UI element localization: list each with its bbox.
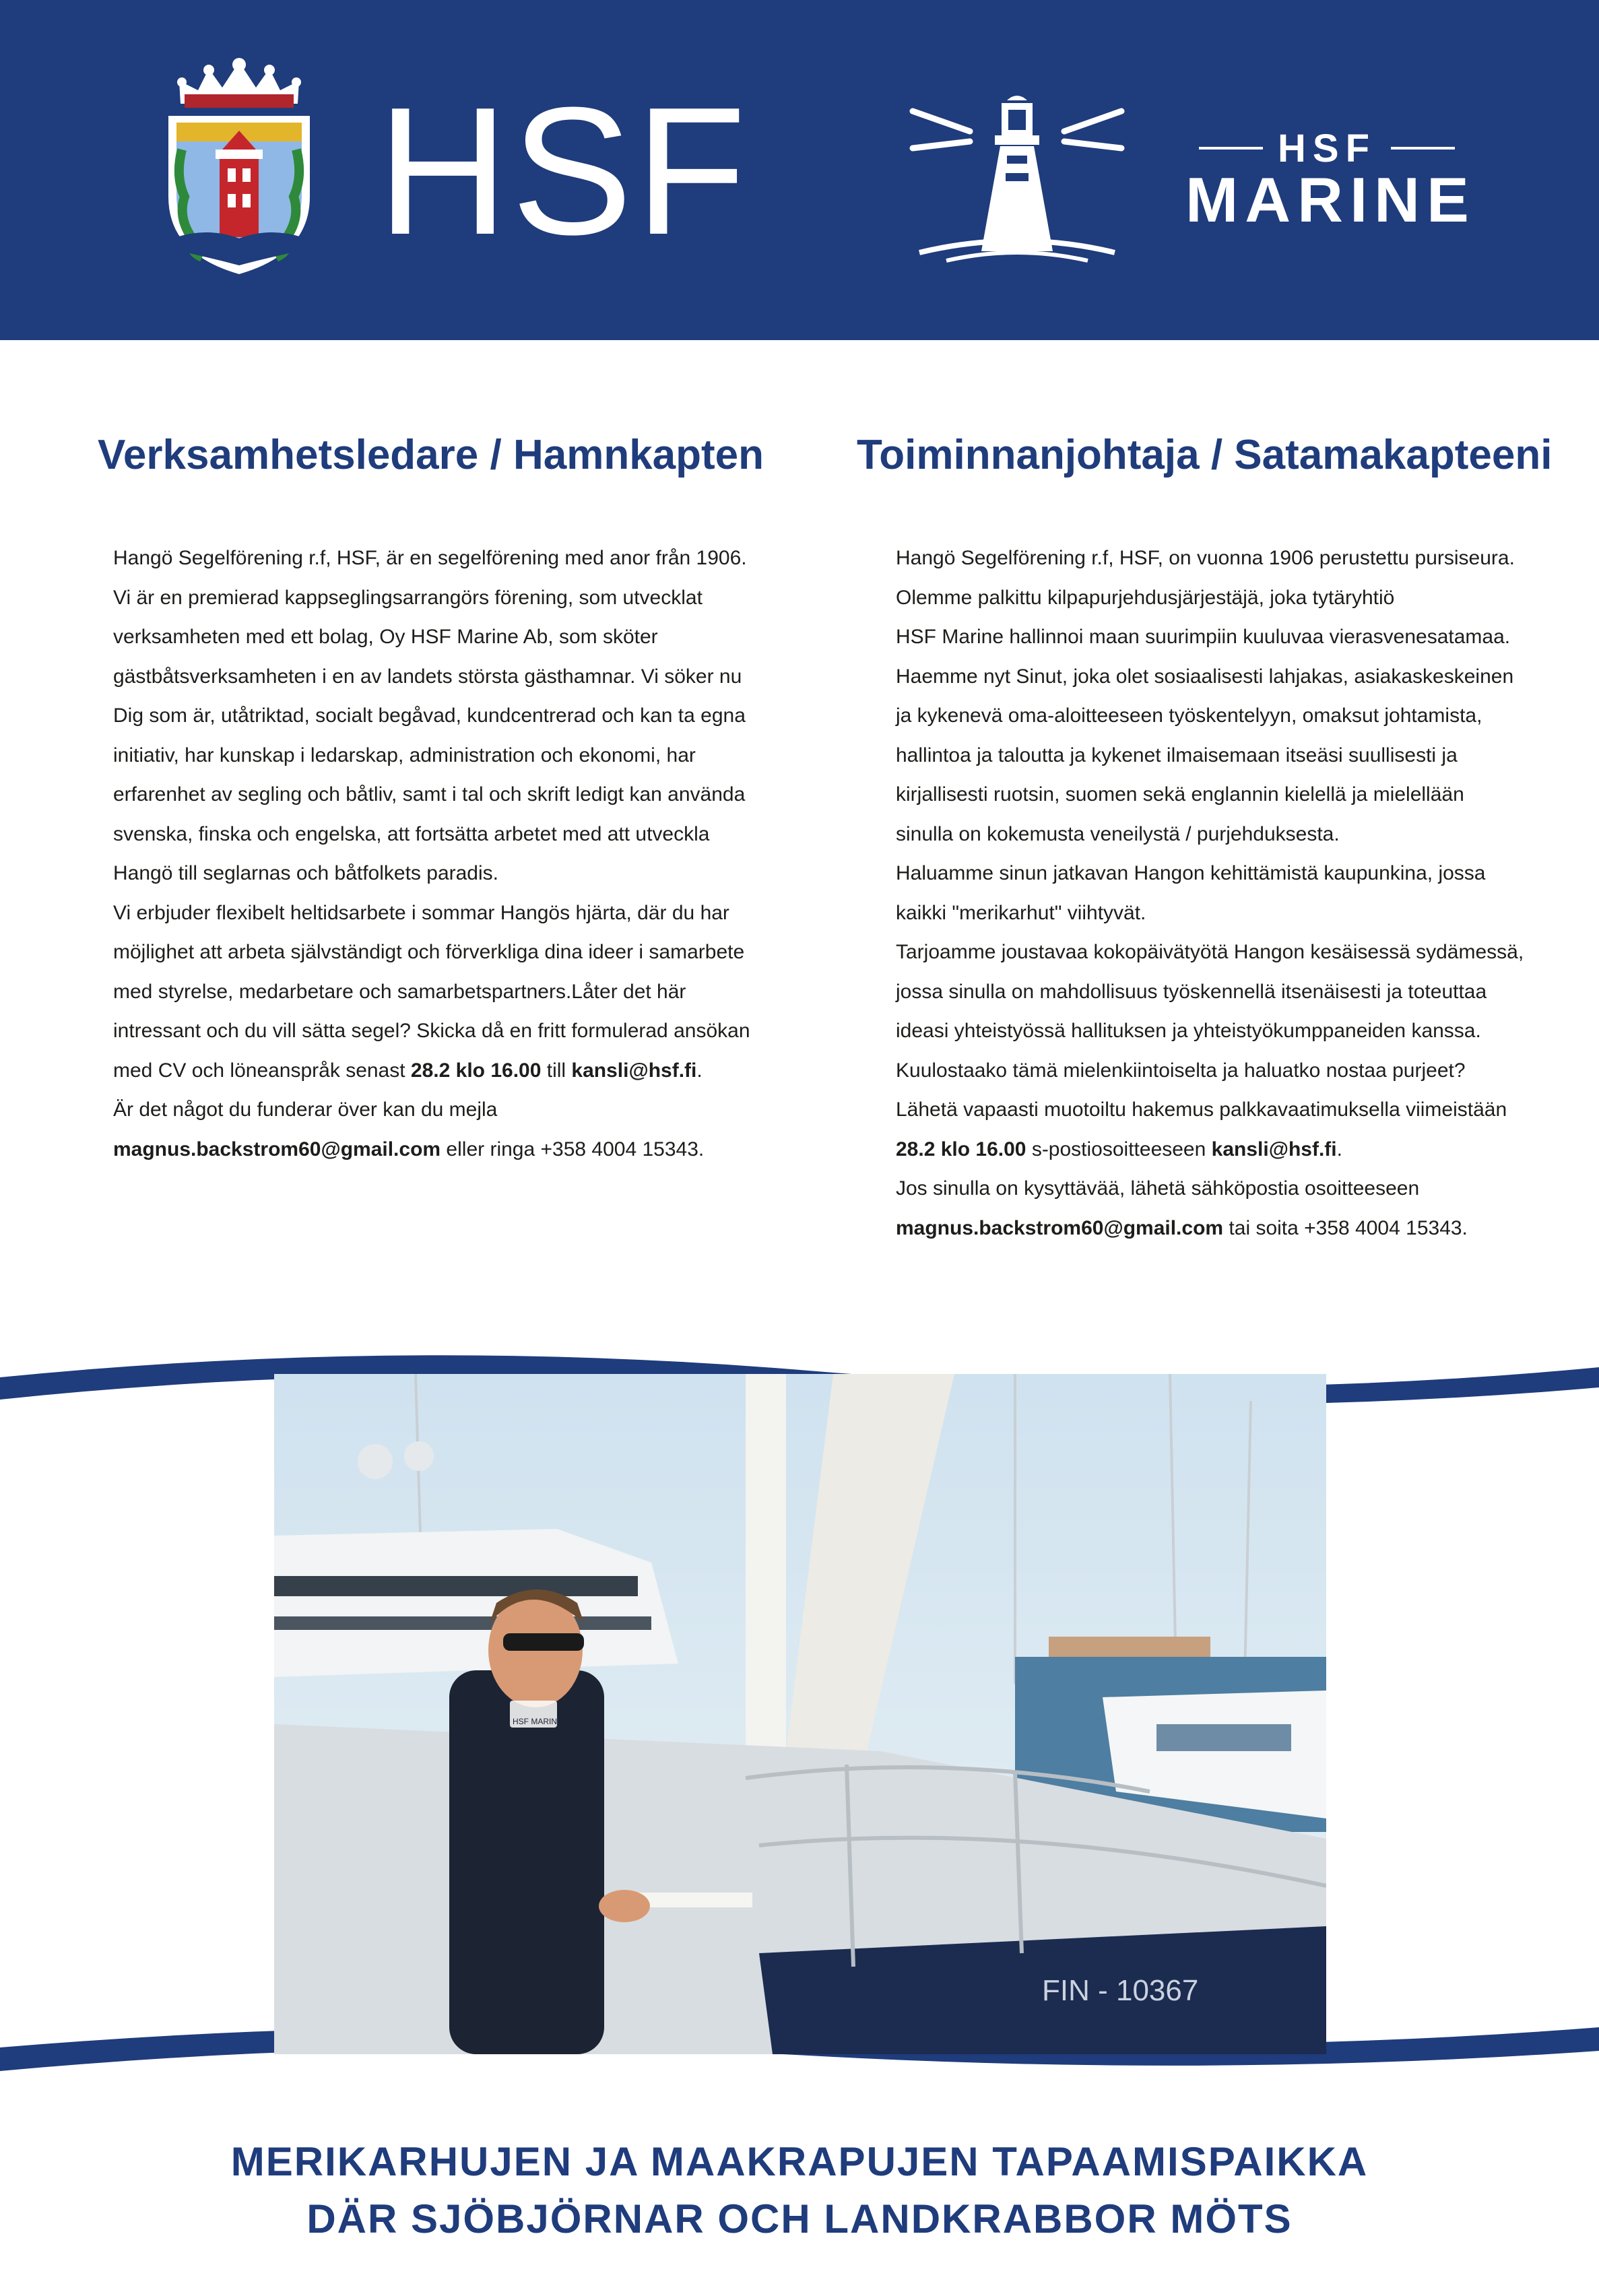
shirt-logo: HSF MARINE (513, 1717, 563, 1726)
body-line: intressant och du vill sätta segel? Skicka då en fritt formulerad ansökan (113, 1020, 750, 1042)
crown-icon (177, 58, 301, 108)
body-line: Tarjoamme joustavaa kokopäivätyötä Hangon kesäisessä sydämessä, (896, 941, 1524, 963)
body-line: erfarenhet av segling och båtliv, samt i tal och skrift ledigt kan använda (113, 783, 746, 806)
body-line: kaikki "merikarhut" viihtyvät. (896, 901, 1146, 924)
body-line: Vi är en premierad kappseglingsarrangörs förening, som utvecklat (113, 586, 703, 609)
body-line: möjlighet att arbeta självständigt och förverkliga dina ideer i samarbete (113, 941, 745, 963)
body-line: sinulla on kokemusta veneilystä / purjehduksesta. (896, 822, 1340, 845)
logo-rule-left (1199, 147, 1263, 150)
coat-of-arms-icon (155, 55, 323, 277)
body-text: eller ringa +358 4004 15343. (440, 1138, 705, 1160)
body-text: . (696, 1059, 703, 1082)
body-line: verksamheten med ett bolag, Oy HSF Marine Ab, som sköter (113, 626, 658, 648)
marine-logo-bottom: MARINE (1185, 164, 1476, 235)
body-line: ideasi yhteistyössä hallituksen ja yhteistyökumppaneiden kanssa. (896, 1020, 1481, 1042)
hull-number: FIN - 10367 (1042, 1974, 1199, 2007)
finnish-job-title: Toiminnanjohtaja / Satamakapteeni (857, 432, 1553, 478)
tagline-finnish: MERIKARHUJEN JA MAAKRAPUJEN TAPAAMISPAIKKA (230, 2139, 1369, 2184)
body-line: Kuulostaako tämä mielenkiintoiselta ja haluatko nostaa purjeet? (896, 1059, 1466, 1082)
body-line: jossa sinulla on mahdollisuus työskennellä itsenäisesti ja toteuttaa (896, 980, 1487, 1003)
body-line: Jos sinulla on kysyttävää, lähetä sähköpostia osoitteeseen (896, 1177, 1420, 1200)
body-line: initiativ, har kunskap i ledarskap, administration och ekonomi, har (113, 744, 696, 766)
marina-photo (274, 1374, 1326, 2054)
marine-logo-top: HSF (1278, 126, 1376, 170)
finnish-body (896, 539, 1563, 1248)
deadline-text: 28.2 klo 16.00 (410, 1059, 542, 1082)
contact-email-link[interactable]: magnus.backstrom60@gmail.com (896, 1216, 1224, 1239)
body-line: ja kykenevä oma-aloitteeseen työskentelyyn, omaksut johtamista, (896, 704, 1482, 727)
body-line: Hangö Segelförening r.f, HSF, är en segelförening med anor från 1906. (113, 547, 747, 569)
body-line (113, 1130, 760, 1170)
body-line: med styrelse, medarbetare och samarbetspartners.Låter det här (113, 980, 686, 1003)
body-text: tai soita +358 4004 15343. (1223, 1216, 1468, 1239)
body-line: Dig som är, utåtriktad, socialt begåvad, kundcentrerad och kan ta egna (113, 704, 746, 727)
body-line: Vi erbjuder flexibelt heltidsarbete i sommar Hangös hjärta, där du har (113, 901, 729, 924)
body-line: HSF Marine hallinnoi maan suurimpiin kuuluvaa vierasvenesatamaa. (896, 626, 1511, 648)
email-link[interactable]: kansli@hsf.fi (571, 1059, 697, 1082)
body-text: s-postiosoitteeseen (1026, 1138, 1212, 1160)
body-line: Hangö Segelförening r.f, HSF, on vuonna 1906 perustettu pursiseura. (896, 547, 1515, 569)
swedish-job-title: Verksamhetsledare / Hamnkapten (98, 432, 764, 478)
body-line: Olemme palkittu kilpapurjehdusjärjestäjä, joka tytäryhtiö (896, 586, 1395, 609)
body-text: med CV och löneanspråk senast (113, 1059, 411, 1082)
body-line (113, 1051, 760, 1091)
body-line: svenska, finska och engelska, att fortsätta arbetet med att utveckla (113, 822, 710, 845)
deadline-text: 28.2 klo 16.00 (896, 1138, 1026, 1160)
logo-rule-right (1391, 147, 1455, 150)
contact-email-link[interactable]: magnus.backstrom60@gmail.com (113, 1138, 441, 1160)
email-link[interactable]: kansli@hsf.fi (1211, 1138, 1337, 1160)
body-line (896, 1130, 1563, 1170)
body-text: . (1336, 1138, 1342, 1160)
body-line: gästbåtsverksamheten i en av landets största gästhamnar. Vi söker nu (113, 665, 742, 688)
lighthouse-icon (906, 91, 1128, 266)
body-text: till (541, 1059, 572, 1082)
tagline-swedish: DÄR SJÖBJÖRNAR OCH LANDKRABBOR MÖTS (306, 2196, 1293, 2241)
body-line: Haemme nyt Sinut, joka olet sosiaalisesti lahjakas, asiakaskeskeinen (896, 665, 1514, 688)
body-line: hallintoa ja taloutta ja kykenet ilmaisemaan itseäsi suullisesti ja (896, 744, 1458, 766)
body-line: kirjallisesti ruotsin, suomen sekä englannin kielellä ja mielellään (896, 783, 1464, 806)
hsf-wordmark: HSF (377, 70, 749, 273)
body-line: Haluamme sinun jatkavan Hangon kehittämistä kaupunkina, jossa (896, 862, 1486, 884)
body-line: Lähetä vapaasti muotoiltu hakemus palkkavaatimuksella viimeistään (896, 1098, 1507, 1121)
hsf-marine-logo (1185, 126, 1476, 236)
body-line: Hangö till seglarnas och båtfolkets paradis. (113, 862, 498, 884)
body-line (896, 1209, 1563, 1249)
body-line: Är det något du funderar över kan du mejla (113, 1098, 498, 1121)
header-banner (0, 0, 1599, 340)
swedish-body (113, 539, 760, 1169)
